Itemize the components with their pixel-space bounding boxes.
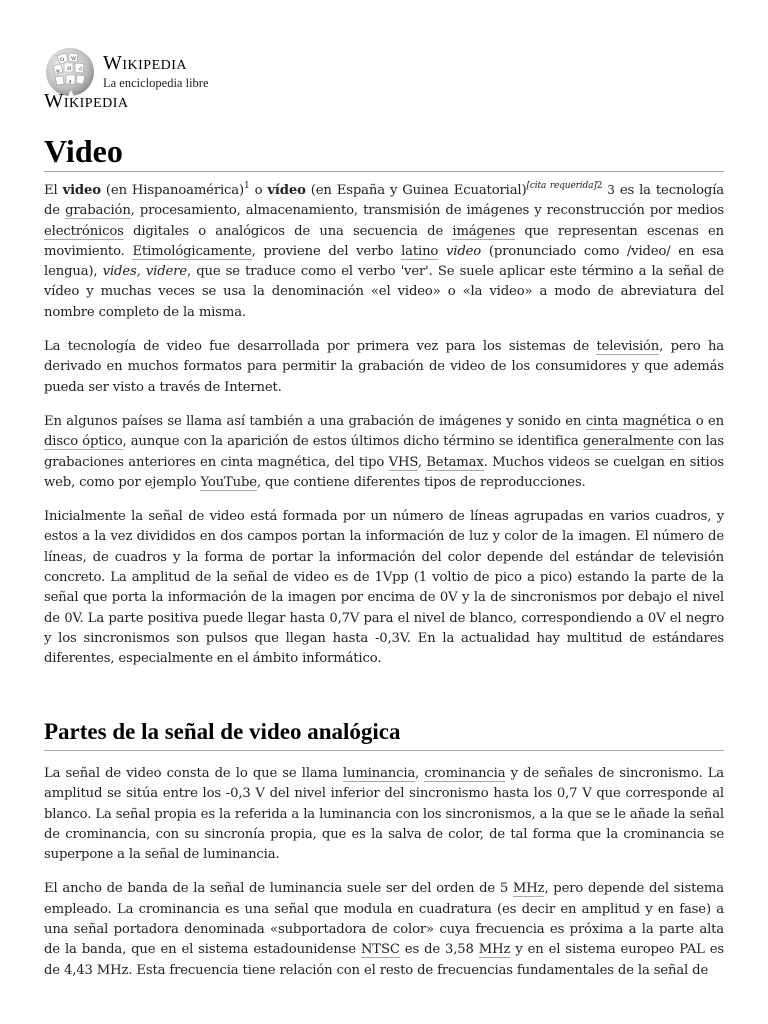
text: digitales o analógicos de una secuencia de: [123, 223, 453, 239]
link-ntsc[interactable]: NTSC: [360, 942, 400, 958]
paragraph: [44, 764, 724, 865]
link-imagenes[interactable]: imágenes: [452, 223, 516, 239]
text: (pronunciado como /video/ en esa lengua),: [44, 243, 725, 280]
tagline: La enciclopedia libre: [103, 75, 209, 90]
text: . Muchos videos se cuelgan en sitios web, como por ejemplo: [44, 454, 724, 490]
svg-text:ψ: ψ: [56, 68, 60, 74]
ref-1[interactable]: 1: [244, 181, 250, 191]
link-youtube[interactable]: YouTube: [200, 474, 257, 490]
logo-text-block: [103, 52, 209, 91]
paragraph: [44, 180, 724, 323]
text: La tecnología de video fue desarrollada por primera vez para los sistemas de: [44, 339, 597, 355]
wordmark-secondary: Wikipedia: [44, 90, 129, 112]
text: , procesamiento, almacenamiento, transmisión de imágenes y reconstrucción por medios: [130, 203, 724, 219]
paragraph: [44, 337, 724, 398]
text: que representan escenas en movimiento.: [44, 223, 724, 259]
reference-link[interactable]: 3: [607, 183, 615, 197]
link-television[interactable]: televisión: [596, 339, 660, 355]
text: El ancho de banda de la señal de luminancia suele ser del orden de 5: [44, 881, 513, 897]
link-cinta-magnetica[interactable]: cinta magnética: [585, 413, 692, 429]
section-heading: Partes de la señal de video analógica: [44, 719, 401, 744]
link-luminancia[interactable]: luminancia: [342, 766, 416, 781]
text: es de 3,58: [399, 942, 479, 958]
text: , pero ha derivado en muchos formatos para permitir la grabación de video de los consumidores y que además pueda ser visto a través de Internet.: [44, 339, 724, 395]
text: , que contiene diferentes tipos de reproducciones.: [256, 474, 586, 490]
svg-text:ﻭ: ﻭ: [69, 78, 72, 84]
paragraph: [44, 879, 724, 980]
svg-text:W: W: [71, 56, 77, 62]
article-intro: [44, 180, 724, 684]
text: (en Hispanoamérica): [100, 183, 244, 198]
text: En algunos países se llama así también a una grabación de imágenes y sonido en: [44, 413, 586, 429]
text: ,: [415, 766, 425, 781]
link-grabacion[interactable]: grabación: [65, 203, 131, 219]
link-generalmente[interactable]: generalmente: [582, 434, 674, 450]
citation-needed-link[interactable]: [cita requerida]: [526, 181, 597, 191]
paragraph: Inicialmente la señal de video está formada por un número de líneas agrupadas en varios cuadros, y estos a la vez divididos en dos campos portan la información de luz y color de la imagen. El número de líneas, de cuadros y la forma de portar la información del color depende del estándar de televisión concreto. La amplitud de la señal de video es de 1Vpp (1 voltio de pico a pico) estando la parte de la señal que porta la información de la imagen por encima de 0V y la de sincronismos por debajo el nivel de 0V. La parte positiva puede llegar hasta 0,7V para el nivel de blanco, correspondiendo a 0V el negro y los sincronismos son pulsos que llegan hasta -0,3V. En la actualidad hay multitud de estándares diferentes, especialmente en el ámbito informático.: [44, 509, 724, 667]
text: , pero depende del sistema empleado. La crominancia es una señal que modula en cuadratura (es decir en amplitud y en fase) a una señal portadora denominada «subportadora de color» cuya frecuencia es próxima a la parte alta de la banda, que en el sistema estadounidense: [44, 881, 724, 958]
title-divider: [44, 171, 724, 172]
svg-text:Ω: Ω: [60, 57, 65, 63]
link-crominancia[interactable]: crominancia: [424, 766, 506, 781]
italic-term: vides, videre: [102, 264, 187, 280]
text: y en el sistema europeo PAL es de 4,43 MHz. Esta frecuencia tiene relación con el resto de frecuencias fundamentales de la señal de: [44, 942, 724, 978]
text: La señal de video consta de lo que se llama: [44, 766, 343, 781]
svg-text:ウ: ウ: [78, 67, 84, 73]
reference-link[interactable]: 2: [596, 181, 603, 191]
text: , aunque con la aparición de estos últimos dicho término se identifica: [122, 434, 583, 450]
text: es la tecnología de: [44, 183, 725, 219]
text: (en España y Guinea Ecuatorial): [305, 183, 527, 198]
link-latino[interactable]: latino: [401, 243, 439, 259]
link-disco-optico[interactable]: disco óptico: [44, 434, 123, 450]
text: con las grabaciones anteriores en cinta magnética, del tipo: [44, 434, 724, 470]
link-mhz[interactable]: MHz: [512, 881, 545, 897]
svg-text:И: И: [67, 66, 72, 72]
link-mhz[interactable]: MHz: [478, 942, 511, 958]
text: o: [249, 183, 268, 198]
section-divider: [44, 750, 724, 751]
link-betamax[interactable]: Betamax: [426, 454, 484, 470]
text: , que se traduce como el verbo 'ver'. Se suele aplicar este término a la señal de vídeo y muchas veces se usa la denominación «el video» o «la video» a modo de abreviatura del nombre completo de la misma.: [44, 264, 724, 320]
paragraph: [44, 412, 724, 493]
wordmark: Wikipedia: [103, 51, 188, 74]
page-title: Video: [44, 133, 123, 169]
text: y de señales de sincronismo. La amplitud se sitúa entre los -0,3 V del nivel inferior del sincronismo hasta los 0,7 V que corresponde al blanco. La señal propia es la referida a la luminancia con los sincronismos, a la que se le añade la señal de crominancia, con su sincronía propia, que es la salva de color, de tal forma que la crominancia se superpone a la señal de luminancia.: [44, 766, 725, 863]
italic-term: video: [445, 243, 482, 259]
text: o en: [691, 413, 724, 429]
link-etimologicamente[interactable]: Etimológicamente: [132, 243, 252, 259]
text: , proviene del verbo: [251, 243, 402, 259]
bold-term: video: [62, 183, 101, 198]
link-electronicos[interactable]: electrónicos: [44, 223, 124, 239]
text: ,: [417, 454, 427, 470]
text: El: [44, 183, 63, 198]
section-body: [44, 764, 724, 995]
link-vhs[interactable]: VHS: [388, 454, 418, 470]
bold-term: vídeo: [267, 183, 306, 198]
text: [438, 244, 446, 259]
